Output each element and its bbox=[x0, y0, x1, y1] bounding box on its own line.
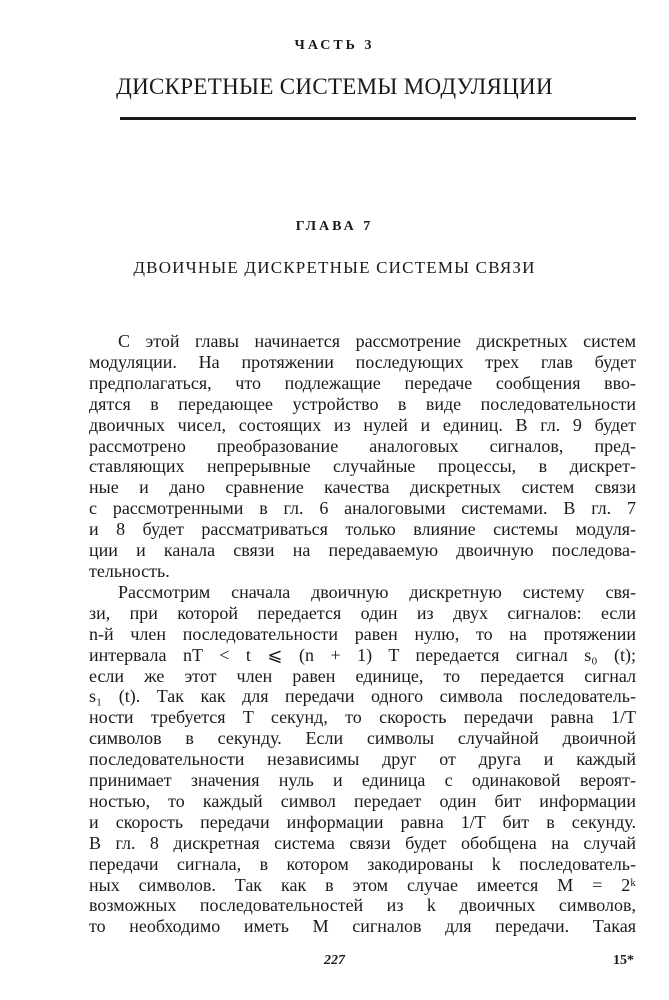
text-line: ции и канала связи на передаваемую двоичную последова- bbox=[89, 540, 636, 561]
text-line: интервала nT < t ⩽ (n + 1) T передается сигнал s₀ (t); bbox=[89, 644, 636, 665]
signature-mark: 15* bbox=[613, 953, 634, 968]
text-line: передачи сигнала, в котором закодированы k последователь- bbox=[89, 853, 636, 874]
text-line: и 8 будет рассматриваться только влияние системы модуля- bbox=[89, 519, 636, 540]
page-number: 227 bbox=[324, 953, 345, 968]
text-line: ности требуется T секунд, то скорость передачи равна 1/T bbox=[89, 707, 636, 728]
text-line: последовательности независимы друг от друга и каждый bbox=[89, 749, 636, 770]
text-line: предполагаться, что подлежащие передаче сообщения вво- bbox=[89, 372, 636, 393]
body-text bbox=[89, 331, 636, 937]
part-title: ДИСКРЕТНЫЕ СИСТЕМЫ МОДУЛЯЦИИ bbox=[116, 74, 553, 99]
text-line: и скорость передачи информации равна 1/T бит в секунду. bbox=[89, 811, 636, 832]
text-line: то необходимо иметь M сигналов для передачи. Такая bbox=[89, 916, 636, 937]
text-line: s₁ (t). Так как для передачи одного символа последователь- bbox=[89, 686, 636, 707]
part-label: ЧАСТЬ 3 bbox=[294, 38, 375, 53]
text-line: Рассмотрим сначала двоичную дискретную систему свя- bbox=[118, 581, 636, 602]
text-line: С этой главы начинается рассмотрение дискретных систем bbox=[118, 331, 636, 351]
text-line: зи, при которой передается один из двух сигналов: если bbox=[89, 602, 636, 623]
text-line: дятся в передающее устройство в виде последовательности bbox=[89, 393, 636, 414]
chapter-label: ГЛАВА 7 bbox=[295, 219, 374, 234]
text-line: В гл. 8 дискретная система связи будет обобщена на случай bbox=[89, 832, 636, 853]
text-line: двоичных чисел, состоящих из нулей и единиц. В гл. 9 будет bbox=[89, 414, 636, 435]
header-rule bbox=[120, 117, 636, 120]
text-line: рассмотрено преобразование аналоговых сигналов, пред- bbox=[89, 435, 636, 456]
text-line: символов в секунду. Если символы случайной двоичной bbox=[89, 728, 636, 749]
text-line: ностью, то каждый символ передает один бит информации bbox=[89, 790, 636, 811]
text-line: n-й член последовательности равен нулю, то на протяжении bbox=[89, 623, 636, 644]
text-line: ставляющих непрерывные случайные процессы, в дискрет- bbox=[89, 456, 636, 477]
text-line: тельность. bbox=[89, 560, 170, 581]
text-line: с рассмотренными в гл. 6 аналоговыми системами. В гл. 7 bbox=[89, 498, 636, 519]
text-line: возможных последовательностей из k двоичных символов, bbox=[89, 895, 636, 916]
text-line: принимает значения нуль и единица с одинаковой вероят- bbox=[89, 770, 636, 791]
text-line: модуляции. На протяжении последующих трех глав будет bbox=[89, 351, 636, 372]
text-line: если же этот член равен единице, то передается сигнал bbox=[89, 665, 636, 686]
text-line: ных символов. Так как в этом случае имеется M = 2ᵏ bbox=[89, 874, 636, 895]
chapter-title: ДВОИЧНЫЕ ДИСКРЕТНЫЕ СИСТЕМЫ СВЯЗИ bbox=[133, 258, 536, 277]
text-line: ные и дано сравнение качества дискретных систем связи bbox=[89, 477, 636, 498]
